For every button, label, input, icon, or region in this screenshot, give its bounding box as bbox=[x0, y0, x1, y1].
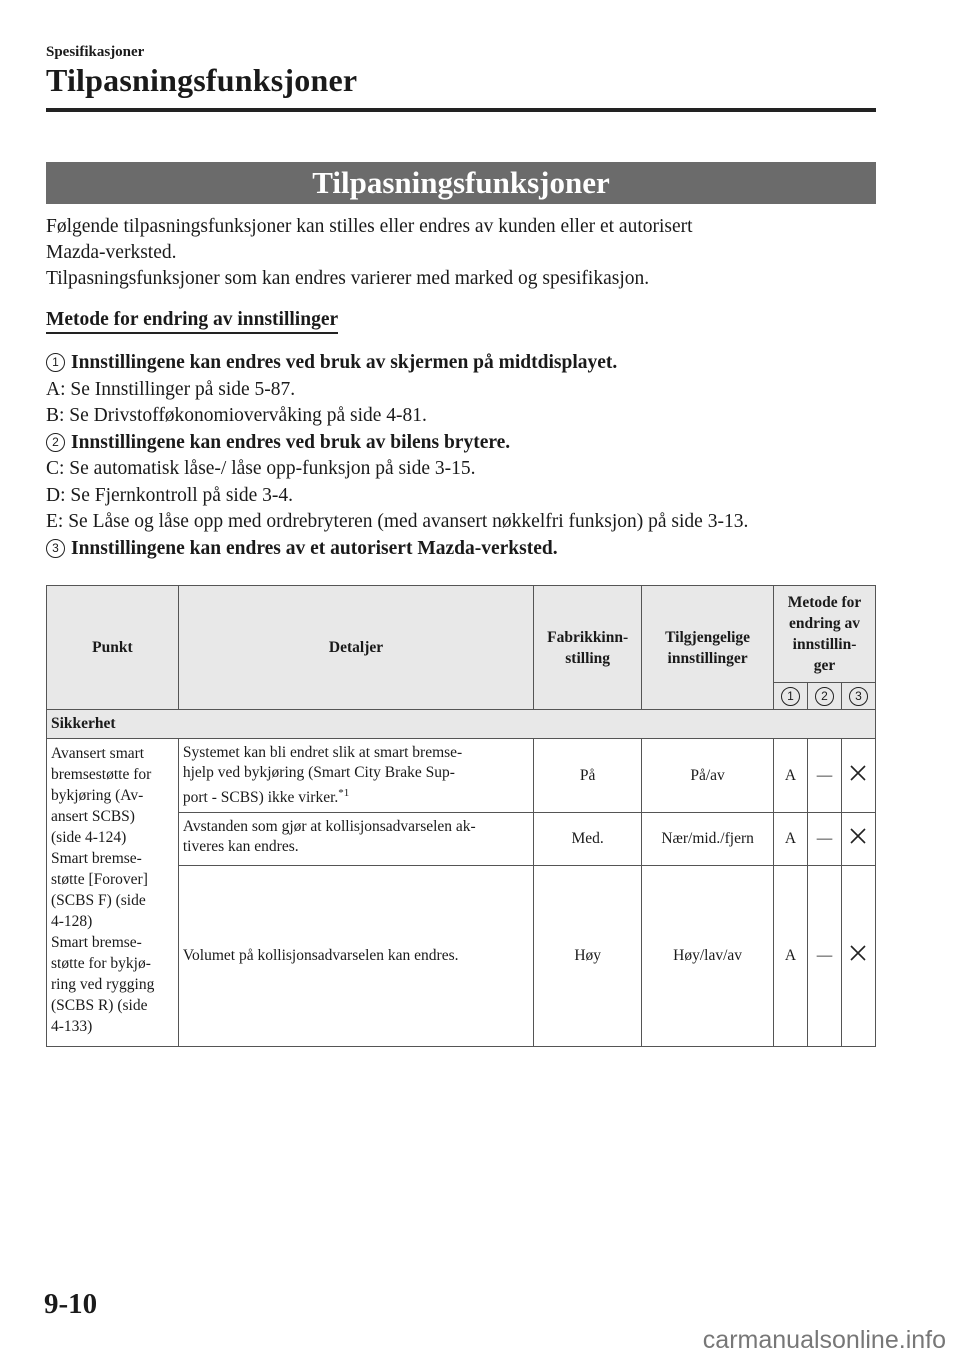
circled-number-3-icon: 3 bbox=[849, 687, 868, 706]
intro-line-3: Tilpasningsfunksjoner som kan endres varierer med marked og spesifikasjon. bbox=[46, 268, 650, 289]
method-heading: Metode for endring av innstillinger bbox=[46, 309, 338, 334]
detail-cell: Volumet på kollisjonsadvarselen kan endres. bbox=[178, 866, 533, 1047]
factory-cell: På bbox=[534, 739, 642, 813]
footnote-marker: *1 bbox=[338, 787, 350, 799]
header-punkt: Punkt bbox=[47, 586, 179, 710]
header-rule bbox=[46, 108, 876, 112]
cross-icon bbox=[848, 943, 868, 963]
circled-number-2-icon: 2 bbox=[815, 687, 834, 706]
available-cell: Nær/mid./fjern bbox=[642, 813, 774, 866]
section-banner: Tilpasningsfunksjoner bbox=[46, 162, 876, 204]
header-fabrikkinnstilling: Fabrikkinn- stilling bbox=[534, 586, 642, 710]
customization-table bbox=[46, 585, 876, 1047]
circled-number-2-icon: 2 bbox=[46, 433, 65, 452]
circled-number-1-icon: 1 bbox=[46, 353, 65, 372]
method-3-text: Innstillingene kan endres av et autorisert Mazda-verksted. bbox=[71, 537, 558, 559]
cross-icon bbox=[848, 826, 868, 846]
method-3 bbox=[46, 536, 876, 563]
method-list bbox=[46, 350, 876, 562]
method-1-cell: A bbox=[774, 739, 808, 813]
chapter-title: Tilpasningsfunksjoner bbox=[46, 62, 358, 98]
item-scbs: Avansert smart bremsestøtte for bykjøring (Av- ansert SCBS) (side 4-124) Smart bremse- støtte [Forover] (SCBS F) (side 4-128) Smart bremse- støtte for bykjø- ring ved rygging (SCBS R) (side 4-133) bbox=[47, 739, 179, 1047]
watermark: carmanualsonline.info bbox=[702, 1326, 946, 1354]
category-sikkerhet: Sikkerhet bbox=[47, 710, 876, 739]
method-2-cell: — bbox=[808, 739, 842, 813]
method-2-cell: — bbox=[808, 866, 842, 1047]
method-1-text: Innstillingene kan endres ved bruk av skjermen på midtdisplayet. bbox=[71, 352, 618, 373]
method-2-text: Innstillingene kan endres ved bruk av bilens brytere. bbox=[71, 431, 511, 453]
table-row bbox=[47, 739, 876, 813]
available-cell: På/av bbox=[642, 739, 774, 813]
method-1 bbox=[46, 350, 876, 377]
table-header-row bbox=[47, 586, 876, 683]
detail-cell: Systemet kan bli endret slik at smart bremse- hjelp ved bykjøring (Smart City Brake Sup- port - SCBS) ikke virker.$^{*1}$ bbox=[178, 739, 533, 813]
header-tilgjengelige: Tilgjengelige innstillinger bbox=[642, 586, 774, 710]
intro-line-2: Mazda-verksted. bbox=[46, 242, 177, 263]
method-2 bbox=[46, 430, 876, 457]
factory-cell: Med. bbox=[534, 813, 642, 866]
reference-a: A: Se Innstillinger på side 5-87. bbox=[46, 378, 296, 400]
category-row bbox=[47, 710, 876, 739]
method-1-cell: A bbox=[774, 813, 808, 866]
reference-c: C: Se automatisk låse-/ låse opp-funksjon på side 3-15. bbox=[46, 458, 476, 479]
detail-cell: Avstanden som gjør at kollisjonsadvarselen ak- tiveres kan endres. bbox=[178, 813, 533, 866]
factory-cell: Høy bbox=[534, 866, 642, 1047]
method-1-cell: A bbox=[774, 866, 808, 1047]
method-3-cell bbox=[841, 739, 875, 813]
method-3-cell bbox=[841, 866, 875, 1047]
method-col-1 bbox=[774, 683, 808, 710]
reference-d: D: Se Fjernkontroll på side 3-4. bbox=[46, 484, 293, 506]
available-cell: Høy/lav/av bbox=[642, 866, 774, 1047]
header-detaljer: Detaljer bbox=[178, 586, 533, 710]
method-2-cell: — bbox=[808, 813, 842, 866]
method-3-cell bbox=[841, 813, 875, 866]
section-label: Spesifikasjoner bbox=[46, 44, 145, 60]
cross-icon bbox=[848, 763, 868, 783]
intro-line-1: Følgende tilpasningsfunksjoner kan stilles eller endres av kunden eller et autorisert bbox=[46, 216, 693, 237]
circled-number-1-icon: 1 bbox=[781, 687, 800, 706]
page-number: 9-10 bbox=[44, 1288, 98, 1320]
intro-text bbox=[46, 214, 876, 292]
circled-number-3-icon: 3 bbox=[46, 539, 65, 558]
reference-e: E: Se Låse og låse opp med ordrebryteren (med avansert nøkkelfri funksjon) på side 3-13. bbox=[46, 511, 749, 532]
header-metode: Metode for endring av innstillin- ger bbox=[774, 586, 876, 683]
method-col-3 bbox=[841, 683, 875, 710]
reference-b: B: Se Drivstofføkonomiovervåking på side 4-81. bbox=[46, 405, 427, 426]
method-col-2 bbox=[808, 683, 842, 710]
